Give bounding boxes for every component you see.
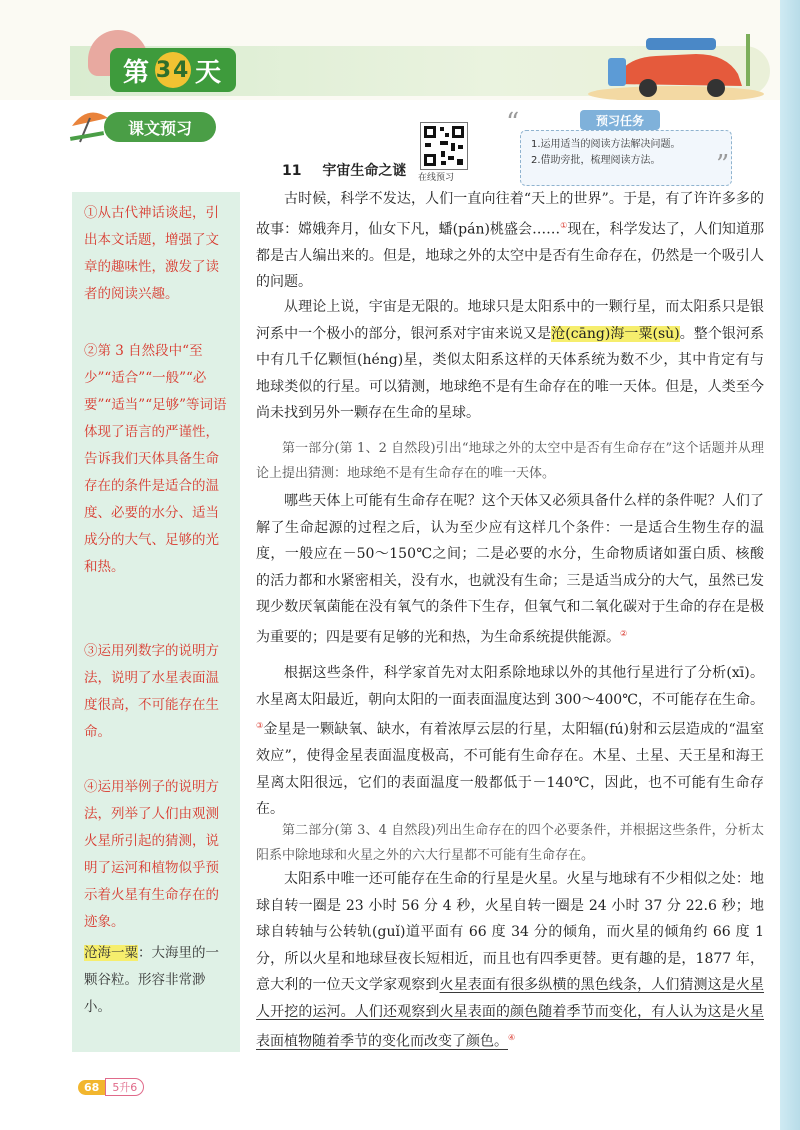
day-badge bbox=[110, 48, 236, 92]
p2-text-a: 从理论上说，宇宙是无限的。地球只是太阳系中的一颗行星，而太阳系只是银河系中一个极小的部分，银河系对宇宙来说又是 bbox=[256, 299, 764, 342]
qr-label: 在线预习 bbox=[418, 173, 455, 183]
grade-label: 5升6 bbox=[105, 1078, 144, 1096]
paragraph-2 bbox=[256, 294, 764, 427]
task-item-2: 2.借助旁批，梳理阅读方法。 bbox=[531, 155, 661, 166]
annotation-marker-2: ② bbox=[620, 628, 628, 638]
annotation-marker-3: ③ bbox=[256, 721, 264, 730]
day-suffix: 天 bbox=[195, 57, 224, 88]
summary-part-2: 第二部分(第 3、4 自然段)列出生命存在的四个必要条件，并根据这些条件，分析太阳系中除地球和火星之外的六大行星都不可能有生命存在。 bbox=[256, 823, 764, 863]
paragraph-5 bbox=[256, 866, 764, 1055]
p2-text-b: 。整个银河系中有几千亿颗恒(héng)星，类似太阳系这样的天体系统为数不少，其中肯定有与地球类似的行星。可以猜测，地球绝不是有生命存在的唯一天体。但是，人类至今尚未找到另外一颗存在生命的星球。 bbox=[256, 325, 765, 421]
quote-open-icon: “ bbox=[506, 108, 520, 138]
page-footer bbox=[78, 1078, 144, 1096]
highlight-cangha-yisu: 沧(cāng)海一粟(sù) bbox=[551, 325, 680, 342]
task-box-title: 预习任务 bbox=[580, 110, 660, 130]
p3-text: 哪些天体上可能有生命存在呢？这个天体又必须具备什么样的条件呢？人们了解了生命起源的过程之后，认为至少应有这样几个条件：一是适合生物生存的温度，一般应在－50～150℃之间；二是必要的水分，生命物质诸如蛋白质、核酸的活力都和水紧密相关，没有水，也就没有生命；三是适当成分的大气，虽然已发现少数厌氧菌能在没有氧气的条件下生存，但氧气和二氧化碳对于生命的存在是极为重要的；四是要有足够的光和热，为生命系统提供能源。 bbox=[256, 493, 764, 646]
paragraph-3 bbox=[256, 488, 764, 651]
p4-text-a: 根据这些条件，科学家首先对太阳系除地球以外的其他行星进行了分析(xī)。水星离太阳最近，朝向太阳的一面表面温度达到 300～400℃，不可能存在生命。 bbox=[256, 665, 764, 708]
p1-text-a: 古时候，科学不发达，人们一直向往着“天上的世界”。于是，有了许许多多的故事：嫦娥奔月，仙女下凡，蟠(pán)桃盛会…… bbox=[256, 191, 764, 238]
day-prefix: 第 bbox=[122, 57, 151, 88]
lesson-number: 11 bbox=[282, 163, 302, 179]
annotation-2: ②第 3 自然段中“至少”“适合”“一般”“必要”“适当”“足够”等词语体现了语言的严谨性，告诉我们天体具备生命存在的条件是适合的温度、必要的水分、适当成分的大气、足够的光和热。 bbox=[84, 343, 227, 575]
qr-code-icon[interactable] bbox=[420, 122, 468, 170]
preview-task-box bbox=[520, 130, 732, 186]
annotation-1: ①从古代神话谈起，引出本文话题，增强了文章的趣味性，激发了读者的阅读兴趣。 bbox=[84, 205, 219, 302]
quote-close-icon: ” bbox=[716, 150, 730, 180]
annotation-marker-1: ① bbox=[560, 220, 568, 230]
vocab-definition: ：大海里的一颗谷粒。形容非常渺小。 bbox=[84, 945, 219, 1015]
p5-underlined-text: 火星表面有很多纵横的黑色线条，人们猜测这是火星人开挖的运河。人们还观察到火星表面的颜色随着季节而变化，有人认为这是火星表面植物随着季节的变化而改变了颜色。 bbox=[256, 977, 765, 1050]
paragraph-1 bbox=[256, 186, 764, 296]
lesson-title bbox=[282, 160, 406, 180]
annotation-marker-4: ④ bbox=[508, 1033, 516, 1042]
page-edge-strip bbox=[780, 0, 800, 1130]
summary-part-1: 第一部分(第 1、2 自然段)引出“地球之外的太空中是否有生命存在”这个话题并从理论上提出猜测：地球绝不是有生命存在的唯一天体。 bbox=[256, 441, 764, 481]
section-tag: 课文预习 bbox=[104, 112, 216, 142]
vocab-note bbox=[84, 940, 230, 1021]
annotation-3: ③运用列数字的说明方法，说明了水星表面温度很高，不可能存在生命。 bbox=[84, 643, 219, 740]
task-item-1: 1.运用适当的阅读方法解决问题。 bbox=[531, 139, 681, 150]
car-travel-icon bbox=[586, 28, 766, 100]
day-number: 34 bbox=[155, 52, 191, 88]
lesson-title-text: 宇宙生命之谜 bbox=[322, 163, 407, 179]
p1-text-b: 现在，科学发达了，人们知道那都是古人编出来的。但是，地球之外的太空中是否有生命存在，仍然是一个吸引人的问题。 bbox=[256, 221, 765, 291]
p4-text-b: 金星是一颗缺氧、缺水，有着浓厚云层的行星，太阳辐(fú)射和云层造成的“温室效应”，使得金星表面温度极高，不可能有生命存在。木星、土星、天王星和海王星离太阳很远，它们的表面温度一般都低于－140℃，因此，也不可能有生命存在。 bbox=[256, 721, 764, 818]
header-banner bbox=[0, 0, 780, 100]
vocab-term: 沧海一粟 bbox=[84, 945, 138, 961]
paragraph-4 bbox=[256, 660, 764, 823]
p5-text: 太阳系中唯一还可能存在生命的行星是火星。火星与地球有不少相似之处：地球自转一圈是 23 小时 56 分 4 秒，火星自转一圈是 24 小时 37 分 22.6 秒；地球自转轴与公转轨(guǐ)道平面有 66 度 34 分的倾角，而火星的倾角约 66 度 1 分，所以火星和地球昼夜长短相近，而且也有四季更替。更有趣的是，1877 年，意大利的一位天文学家观察到 bbox=[256, 871, 764, 993]
annotation-4: ④运用举例子的说明方法，列举了人们由观测火星所引起的猜测，说明了运河和植物似乎预示着火星有生命存在的迹象。 bbox=[84, 779, 219, 930]
page-number: 68 bbox=[78, 1080, 105, 1095]
